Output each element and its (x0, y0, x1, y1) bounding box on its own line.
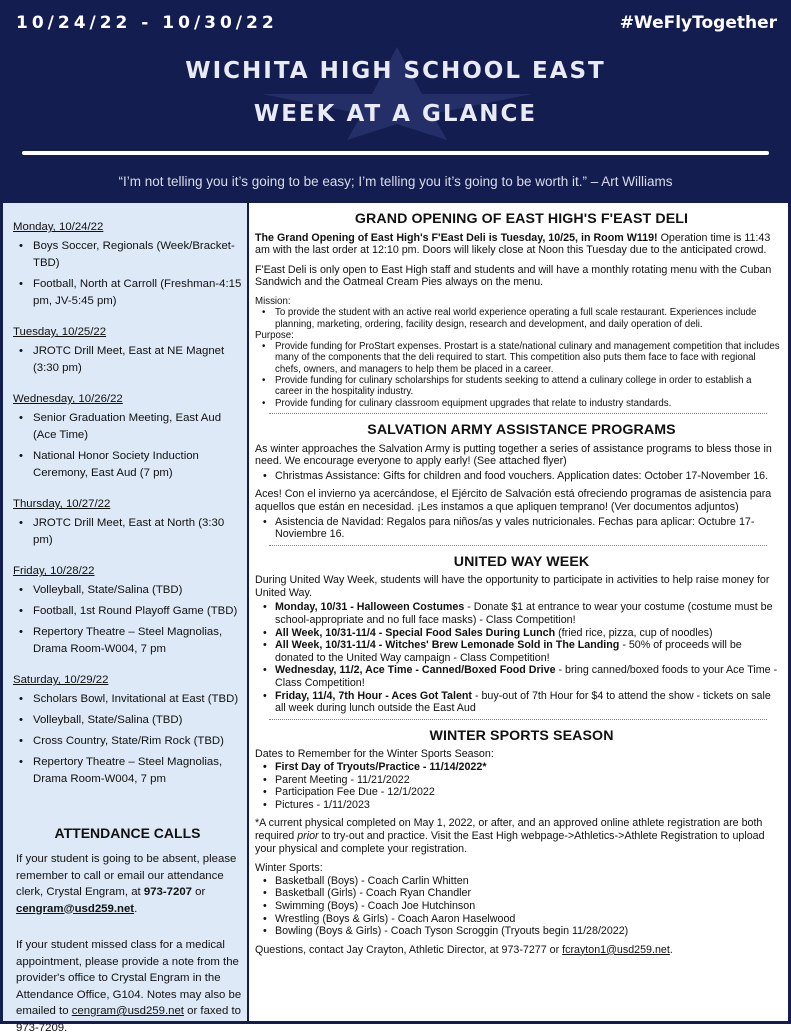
unitedway-paragraph: During United Way Week, students will have the opportunity to participate in activities to help raise money for United Way. (255, 574, 770, 599)
list-item: • To provide the student with an active real world experience operating a full scale restaurant. Experiences include planning, marketing, ordering, facility design, research and development, and daily operation of deli. (255, 307, 781, 330)
list-item: • Provide funding for culinary classroom equipment upgrades that relate to industry standards. (255, 398, 781, 409)
unitedway-event: • All Week, 10/31-11/4 - Special Food Sales During Lunch (fried rice, pizza, cup of noodles) (255, 627, 781, 640)
unitedway-event: • Friday, 11/4, 7th Hour - Aces Got Talent - buy-out of 7th Hour for $4 to attend the show - tickets on sale all week during lunch outside the East Aud (255, 690, 781, 715)
school-title: WICHITA HIGH SCHOOL EAST (185, 58, 606, 84)
deli-paragraph-1: The Grand Opening of East High's F'East Deli is Tuesday, 10/25, in Room W119! Operation time is 11:43 am with the last order at 12:10 pm. Doors will likely close at Noon this Tuesday due to the anticipated crowd. (255, 231, 771, 257)
day-block (13, 391, 247, 482)
day-title: Thursday, 10/27/22 (13, 498, 111, 510)
mission-label: Mission: (255, 295, 291, 307)
section-divider (269, 545, 767, 546)
day-event: • Volleyball, State/Salina (TBD) (13, 712, 245, 729)
winter-dates-label: Dates to Remember for the Winter Sports Season: (255, 748, 494, 761)
star-wings-logo-icon (262, 42, 532, 142)
section-divider (269, 719, 767, 720)
day-event: • National Honor Society Induction Ceremony, East Aud (7 pm) (13, 448, 245, 482)
day-title: Wednesday, 10/26/22 (13, 393, 123, 405)
day-events (13, 515, 247, 549)
week-dates: 10/24/22 - 10/30/22 (16, 13, 278, 33)
day-title: Monday, 10/24/22 (13, 221, 104, 233)
day-event: • Repertory Theatre – Steel Magnolias, Drama Room-W004, 7 pm (13, 754, 245, 788)
list-item: • Asistencia de Navidad: Regalos para niños/as y vales nutricionales. Fechas para aplicar: Octubre 17-Noviembre 16. (255, 516, 781, 541)
day-events (13, 691, 247, 788)
day-title: Saturday, 10/29/22 (13, 674, 109, 686)
deli-mission-purpose (255, 296, 788, 409)
winter-sports-list (255, 875, 788, 938)
deli-paragraph-2: F'East Deli is only open to East High staff and students and will have a monthly rotating menu with the Cuban Sandwich and the Oatmeal Cream Pies always on the menu. (255, 263, 772, 289)
day-events (13, 238, 247, 310)
attendance-email-link-2[interactable]: cengram@usd259.net (71, 1005, 184, 1017)
list-item: • Christmas Assistance: Gifts for children and food vouchers. Application dates: October 17-November 16. (255, 470, 781, 483)
unitedway-event: • Monday, 10/31 - Halloween Costumes - Donate $1 at entrance to wear your costume (costume must be school-appropriate and no full face masks) - Class Competition! (255, 601, 781, 626)
winter-section-title: WINTER SPORTS SEASON (429, 727, 614, 744)
section-divider (269, 413, 767, 414)
main-content (249, 203, 791, 1024)
day-block (13, 324, 247, 377)
day-block (13, 563, 247, 658)
day-events (13, 582, 247, 658)
day-list-container (13, 219, 247, 788)
winter-sports-label: Winter Sports: (255, 862, 323, 875)
list-item: • Wrestling (Boys & Girls) - Coach Aaron Haselwood (255, 913, 781, 926)
newsletter-subtitle: WEEK AT A GLANCE (253, 101, 538, 127)
list-item: • Swimming (Boys) - Coach Joe Hutchinson (255, 900, 781, 913)
deli-section-title: GRAND OPENING OF EAST HIGH'S F'EAST DELI (354, 211, 689, 227)
day-title: Tuesday, 10/25/22 (13, 326, 107, 338)
attendance-email-link[interactable]: cengram@usd259.net (16, 902, 135, 915)
hashtag: #WeFlyTogether (619, 13, 777, 33)
header-banner (0, 0, 791, 203)
unitedway-section-title: UNITED WAY WEEK (453, 553, 590, 570)
header-quote: “I’m not telling you it’s going to be easy; I’m telling you it’s going to be worth it.” – Art Williams (118, 174, 673, 189)
unitedway-event: • All Week, 10/31-11/4 - Witches' Brew Lemonade Sold in The Landing - 50% of proceeds will be donated to the United Way campaign - Class Competition! (255, 639, 781, 664)
day-block (13, 672, 247, 788)
day-events (13, 343, 247, 377)
day-event: • Boys Soccer, Regionals (Week/Bracket-TBD) (13, 238, 245, 272)
list-item: • First Day of Tryouts/Practice - 11/14/2022* (255, 761, 781, 774)
day-event: • Repertory Theatre – Steel Magnolias, Drama Room-W004, 7 pm (13, 624, 245, 658)
day-event: • Football, North at Carroll (Freshman-4:15 pm, JV-5:45 pm) (13, 276, 245, 310)
day-event: • JROTC Drill Meet, East at North (3:30 pm) (13, 515, 245, 549)
winter-contact: Questions, contact Jay Crayton, Athletic Director, at 973-7277 or fcrayton1@usd259.net. (255, 943, 673, 956)
day-event: • Senior Graduation Meeting, East Aud (Ace Time) (13, 410, 245, 444)
list-item: • Participation Fee Due - 12/1/2022 (255, 786, 781, 799)
winter-dates-list (255, 761, 788, 811)
list-item: • Parent Meeting - 11/21/2022 (255, 774, 781, 787)
day-event: • Football, 1st Round Playoff Game (TBD) (13, 603, 245, 620)
winter-physical-note: *A current physical completed on May 1, 2022, or after, and an approved online athlete registration are both required prior to try-out and practice. Visit the East High webpage->Athletics->Athlete Registration to upload your physical and complete your registration. (255, 817, 765, 855)
header-divider (22, 151, 769, 155)
day-event: • Scholars Bowl, Invitational at East (TBD) (13, 691, 245, 708)
day-event: • Cross Country, State/Rim Rock (TBD) (13, 733, 245, 750)
attendance-paragraph-1: If your student is going to be absent, please remember to call or email our attendance clerk, Crystal Engram, at 973-7207 or cengram@usd259.net. (16, 853, 237, 915)
day-block (13, 496, 247, 549)
day-events (13, 410, 247, 482)
mission-list (255, 307, 788, 330)
list-item: • Provide funding for ProStart expenses. Prostart is a state/national culinary and management competition that includes many of the components that the deli required to start. This competition also puts them face to face with regional chefs, owners, and managers to help them be placed in a career. (255, 341, 781, 375)
attendance-title: ATTENDANCE CALLS (54, 825, 201, 841)
list-item: • Basketball (Boys) - Coach Carlin Whitten (255, 875, 781, 888)
attendance-phone: 973-7207 (143, 886, 193, 898)
athletic-director-email-link[interactable]: fcrayton1@usd259.net (562, 943, 670, 956)
unitedway-event: • Wednesday, 11/2, Ace Time - Canned/Boxed Food Drive - bring canned/boxed foods to your Ace Time - Class Competition! (255, 664, 781, 689)
day-event: • JROTC Drill Meet, East at NE Magnet (3:30 pm) (13, 343, 245, 377)
list-item: • Pictures - 1/11/2023 (255, 799, 781, 812)
salvation-paragraph-es: Aces! Con el invierno ya acercándose, el Ejército de Salvación está ofreciendo programas de asistencia para aquellos que están en necesidad. ¡Les instamos a que apliquen temprano! (Ver documentos adjuntos) (255, 488, 772, 513)
attendance-paragraph-2: If your student missed class for a medical appointment, please provide a note from the provider's office to Crystal Engram in the Attendance Office, G104. Notes may also be emailed to cengram@usd259.net or faxed to 973-7209. (16, 939, 242, 1034)
unitedway-list (255, 601, 788, 714)
list-item: • Basketball (Girls) - Coach Ryan Chandler (255, 887, 781, 900)
day-event: • Volleyball, State/Salina (TBD) (13, 582, 245, 599)
salvation-list-en (255, 470, 788, 483)
salvation-paragraph-en: As winter approaches the Salvation Army is putting together a series of assistance programs to bless those in need. We encourage everyone to apply early! (See attached flyer) (255, 442, 772, 468)
salvation-section-title: SALVATION ARMY ASSISTANCE PROGRAMS (367, 421, 676, 438)
day-title: Friday, 10/28/22 (13, 565, 95, 577)
list-item: • Bowling (Boys & Girls) - Coach Tyson Scroggin (Tryouts begin 11/28/2022) (255, 925, 781, 938)
list-item: • Provide funding for culinary scholarships for students seeking to attend a culinary college in order to establish a career in the hospitality industry. (255, 375, 781, 398)
purpose-label: Purpose: (255, 329, 294, 341)
purpose-list (255, 341, 788, 409)
sidebar-calendar (0, 203, 249, 1034)
salvation-list-es (255, 516, 788, 541)
day-block (13, 219, 247, 310)
